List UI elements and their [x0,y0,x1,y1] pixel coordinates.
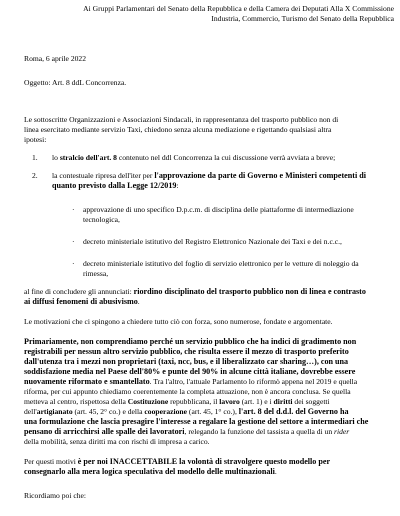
primarily-line-11: della mobilità, senza diritti ma con rischi di impresa a carico. [24,437,210,446]
list-item-2-pre: la contestuale ripresa dell'iter per [52,171,155,180]
remind-line: Ricordiamo poi che: [24,491,86,500]
list-item-1-bold: stralcio dell'art. 8 [59,153,117,162]
motivations-line: Le motivazioni che ci spingono a chiedere tutto ciò con forza, sono numerose, fondate e argomentate. [24,317,333,326]
primarily-line-6: riforma, per cui appunto chiediamo coerentemente la completa attuazione, non è ancora conclusa. Se quella [24,387,351,396]
conclusion-line-2 [24,297,140,307]
primarily-line-9: una formulazione che lascia presagire l'interesse a regalare la gestione del settore a intermediari che [24,417,369,426]
primarily-l7-b3: diritti [273,397,293,406]
list-item-1 [52,153,335,163]
list-item-2-bold-2: quanto previsto dalla Legge 12/2019 [52,181,177,190]
list-item-2-bold-1: l'approvazione da parte di Governo e Ministeri competenti di [154,171,366,180]
primarily-l5-post: . Tra l'altro, l'attuale Parlamento lo riformò appena nel 2019 e quella [149,377,358,386]
sublist-item-2-line-1: decreto ministeriale istitutivo del Registro Elettronico Nazionale dei Taxi e dei n.c.c., [83,237,342,246]
primarily-l7-pre: metteva al centro, rispettosa della [24,397,128,406]
list-item-1-post: contenuto nel ddl Concorrenza la cui discussione verrà avviata a breve; [116,153,336,162]
primarily-l7-mid: repubblicana, il [168,397,220,406]
primarily-line-1: Primariamente, non comprendiamo perché un servizio pubblico che ha indici di gradimento non [24,337,357,346]
list-number-2: 2. [32,171,38,180]
finale-line-1 [24,457,330,467]
primarily-line-4: soddisfazione media nel Paese dell'80% e punte del 90% in alcune città italiane, dovrebbe essere [24,367,356,376]
list-item-2-line-2 [52,181,179,191]
primarily-l8-b1: artigianato [36,407,73,416]
list-item-2-post: : [176,181,179,190]
subject-line: Oggetto: Art. 8 ddL Concorrenza. [24,78,127,87]
primarily-line-2: registrabili per nessun altro servizio pubblico, che risulta essere il mezzo di trasporto preferito [24,347,349,356]
list-item-1-pre: lo [52,153,60,162]
addressee-line-2: Industria, Commercio, Turismo del Senato della Repubblica [211,14,394,23]
sublist-bullet-3: · [72,259,75,268]
primarily-l10-italic: rider [334,427,350,436]
primarily-l8-b2: cooperazione [144,407,188,416]
primarily-l7-b2: lavoro [219,397,240,406]
intro-line-1: Le sottoscritte Organizzazioni e Associazioni Sindacali, in rappresentanza del trasporto pubblico non di [24,115,339,124]
primarily-line-10 [24,427,349,437]
conclusion-post: . [137,297,140,306]
primarily-l10-bold: pensano di arricchirsi alle spalle dei lavoratori [24,427,185,436]
conclusion-line-1 [24,287,366,297]
primarily-l8-mid2: (art. 45, 1° co.), [187,407,239,416]
primarily-l8-pre: dell' [24,407,37,416]
primarily-l7-b1: Costituzione [127,397,169,406]
sublist-item-3-line-2: rimessa, [83,269,109,278]
sublist-bullet-2: · [72,237,75,246]
finale-bold-1: è per noi INACCETTABILE la volontà di stravolgere questo modello per [77,457,331,466]
finale-line-2 [24,467,277,477]
finale-post: . [274,467,277,476]
finale-bold-2: consegnarlo alla mera logica speculativa del modello delle multinazionali [24,467,275,476]
conclusion-pre: al fine di concludere gli annunciati: [24,287,134,296]
primarily-line-8 [24,407,349,417]
primarily-l5-bold: nuovamente riformato e smantellato [24,377,150,386]
sublist-item-1-line-1: approvazione di uno specifico D.p.c.m. di disciplina delle piattaforme di intermediazione [83,205,354,214]
list-number-1: 1. [32,153,38,162]
addressee-line-1: Ai Gruppi Parlamentari del Senato della Repubblica e della Camera dei Deputati Alla X Commissione [83,4,394,13]
conclusion-bold-2: ai diffusi fenomeni di abusivismo [24,297,138,306]
list-item-2-line-1 [52,171,366,181]
date-line: Roma, 6 aprile 2022 [24,54,87,63]
primarily-l10-mid: , relegando la funzione del tassista a quella di un [184,427,335,436]
sublist-item-3-line-1: decreto ministeriale istitutivo del foglio di servizio elettronico per le vetture di noleggio da [83,259,359,268]
primarily-l7-end: dei soggetti [292,397,330,406]
primarily-l8-b3: l'art. 8 del d.d.l. del Governo ha [238,407,349,416]
primarily-line-7 [24,397,330,407]
intro-line-2: linea esercitato mediante servizio Taxi, chiedono senza alcuna mediazione e rigettando qualsiasi altra [24,125,332,134]
primarily-line-3: dall'utenza tra i mezzi non proprietari (taxi, ncc, bus, e il liberalizzato car sharing…), con una [24,357,349,366]
primarily-l7-post: (art. 1) e i [239,397,274,406]
primarily-l8-mid1: (art. 45, 2° co.) e della [72,407,145,416]
intro-line-3: ipotesi: [24,135,47,144]
conclusion-bold-1: riordino disciplinato del trasporto pubblico non di linea e contrasto [133,287,366,296]
sublist-item-1-line-2: tecnologica, [83,215,120,224]
primarily-line-5 [24,377,357,387]
sublist-bullet-1: · [72,205,75,214]
finale-pre: Per questi motivi [24,457,78,466]
